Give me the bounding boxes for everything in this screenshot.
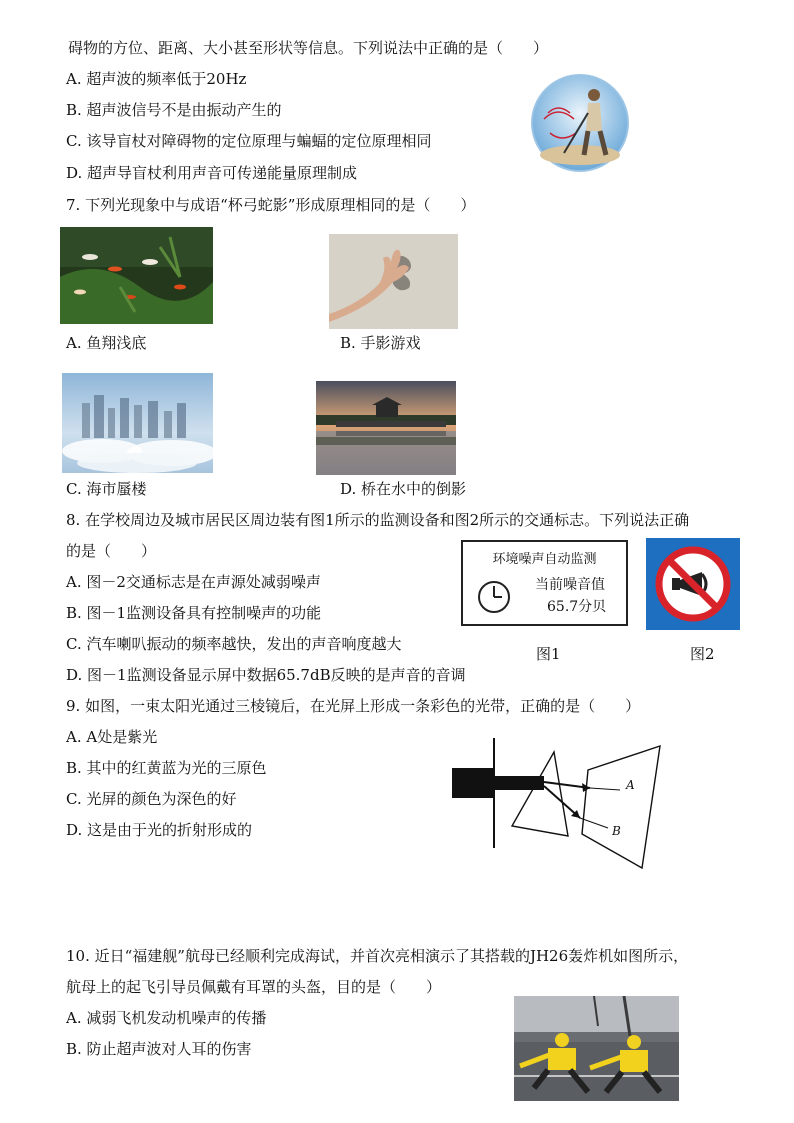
q8-option-d: D. 图－1监测设备显示屏中数据65.7dB反映的是声音的音调 [66, 666, 466, 684]
fig1-caption: 图1 [536, 645, 561, 663]
q6-option-a: A. 超声波的频率低于20Hz [66, 70, 247, 88]
clock-icon [477, 580, 511, 614]
label-b: B [612, 824, 621, 838]
q9-stem: 9. 如图，一束太阳光通过三棱镜后，在光屏上形成一条彩色的光带，正确的是（ ） [66, 697, 641, 715]
q7-option-d: D. 桥在水中的倒影 [340, 480, 467, 498]
bridge-reflection-image [316, 381, 456, 475]
q9-option-a: A. A处是紫光 [66, 728, 158, 746]
q8-option-c: C. 汽车喇叭振动的频率越快，发出的声音响度越大 [66, 635, 402, 653]
mirage-image [62, 373, 213, 473]
monitor-label: 当前噪音值 [535, 577, 605, 593]
carrier-crew-image [514, 996, 679, 1101]
q8-stem-line2: 的是（ ） [66, 542, 157, 560]
q7-stem: 7. 下列光现象中与成语“杯弓蛇影”形成原理相同的是（ ） [66, 196, 476, 214]
q6-stem: 碍物的方位、距离、大小甚至形状等信息。下列说法中正确的是（ ） [68, 39, 549, 57]
no-horn-sign [646, 538, 740, 630]
monitor-value: 65.7分贝 [547, 599, 607, 615]
q10-stem-line1: 10. 近日“福建舰”航母已经顺利完成海试，并首次亮相演示了其搭载的JH26轰炸机如图所示， [66, 947, 689, 965]
q6-option-b: B. 超声波信号不是由振动产生的 [66, 101, 282, 119]
q8-option-b: B. 图－1监测设备具有控制噪声的功能 [66, 604, 322, 622]
q6-option-c: C. 该导盲杖对障碍物的定位原理与蝙蝠的定位原理相同 [66, 132, 432, 150]
prism-diagram [450, 738, 670, 873]
noise-monitor-figure [461, 540, 628, 626]
q7-option-b: B. 手影游戏 [340, 334, 421, 352]
q6-option-d: D. 超声导盲杖利用声音可传递能量原理制成 [66, 164, 358, 182]
q8-stem-line1: 8. 在学校周边及城市居民区周边装有图1所示的监测设备和图2所示的交通标志。下列说法正确 [66, 511, 690, 529]
q10-option-a: A. 减弱飞机发动机噪声的传播 [66, 1009, 267, 1027]
q9-option-c: C. 光屏的颜色为深色的好 [66, 790, 237, 808]
q8-option-a: A. 图－2交通标志是在声源处减弱噪声 [66, 573, 321, 591]
label-a: A [626, 778, 635, 792]
q9-option-d: D. 这是由于光的折射形成的 [66, 821, 253, 839]
blind-cane-image [530, 73, 630, 173]
q7-option-a: A. 鱼翔浅底 [66, 334, 147, 352]
q10-option-b: B. 防止超声波对人耳的伤害 [66, 1040, 252, 1058]
fish-image [60, 227, 213, 324]
fig2-caption: 图2 [690, 645, 715, 663]
q7-option-c: C. 海市蜃楼 [66, 480, 147, 498]
q10-stem-line2: 航母上的起飞引导员佩戴有耳罩的头盔，目的是（ ） [66, 978, 442, 996]
q9-option-b: B. 其中的红黄蓝为光的三原色 [66, 759, 267, 777]
hand-shadow-image [329, 234, 458, 329]
monitor-title: 环境噪声自动监测 [492, 552, 597, 567]
